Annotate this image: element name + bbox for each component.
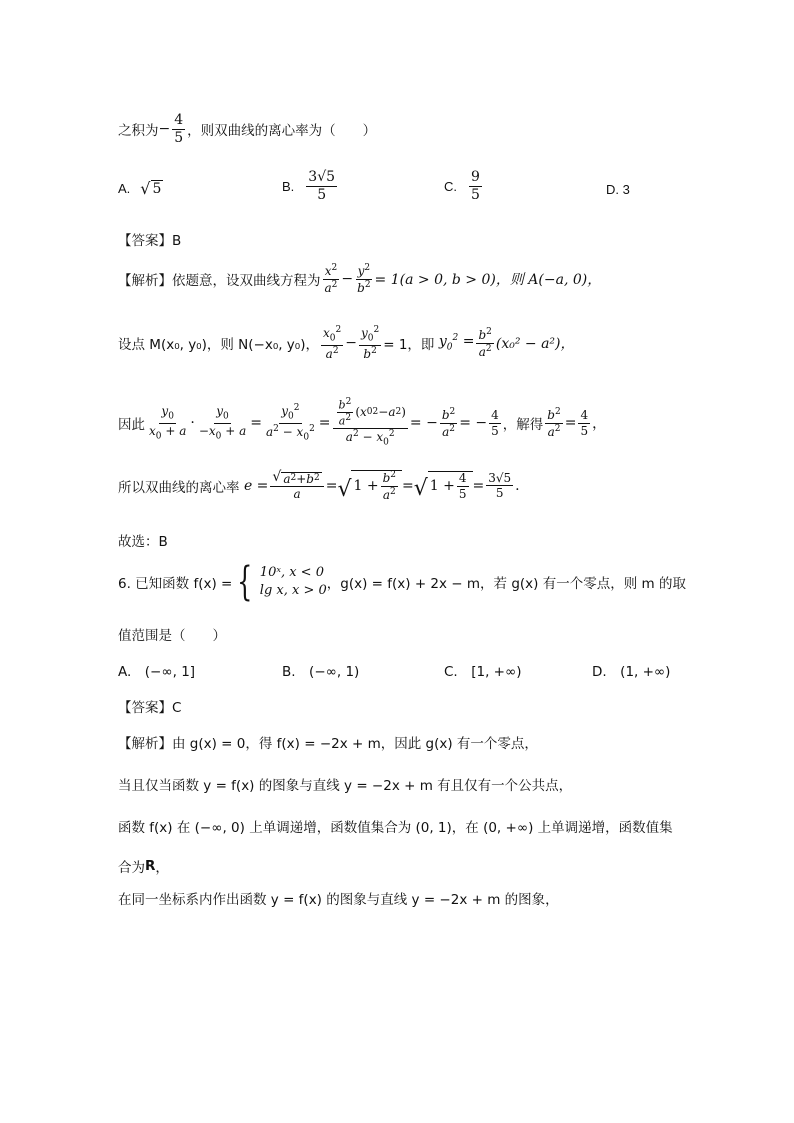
- q5-answer: 【答案】B: [118, 233, 182, 249]
- q5-option-a: A. √ 5: [118, 179, 162, 198]
- q5-option-c: C. 9 5: [444, 169, 480, 203]
- q6-stem: 6. 已知函数 f(x) = { 10ˣ, x < 0 lg x, x > 0 ，g(x) = f(x) + 2x − m，若 g(x) 有一个零点，则 m 的取: [118, 559, 686, 605]
- q6-option-b: B. (−∞, 1): [282, 664, 360, 680]
- q6-analysis-4: 合为 R ，: [118, 858, 169, 876]
- q6-analysis-1: 【解析】由 g(x) = 0，得 f(x) = −2x + m，因此 g(x) 有一个零点，: [118, 736, 538, 752]
- q6-stem-cont: 值范围是（ ）: [118, 628, 226, 644]
- piecewise-cases: 10ˣ, x < 0 lg x, x > 0: [259, 565, 327, 598]
- q5-choose: 故选：B: [118, 534, 168, 550]
- q6-analysis-2: 当且仅当函数 y = f(x) 的图象与直线 y = −2x + m 有且仅有一个公共点，: [118, 778, 573, 794]
- q6-option-d: D. (1, +∞): [592, 664, 671, 680]
- q5-option-b: B. 3√5 5: [282, 169, 336, 203]
- q6-option-a: A. (−∞, 1]: [118, 664, 196, 680]
- q5-analysis-2: 设点 M(x₀, y₀)，则 N(−x₀, y₀)， $x_0^2$ $a^2$ − $\frac{y_0^2}{b^2}$ = 1，即 $y_0^2$ = $\frac{b^2}{a^2}$ (x₀² − a²)，: [118, 325, 575, 361]
- q6-analysis-5: 在同一坐标系内作出函数 y = f(x) 的图象与直线 y = −2x + m 的图象，: [118, 892, 559, 908]
- q6-answer: 【答案】C: [118, 700, 182, 716]
- q5-option-d: D. 3: [606, 182, 630, 197]
- q5-stem: 之积为 − $\frac{4}{5}$ ，则双曲线的离心率为（ ）: [118, 112, 377, 146]
- q5-analysis-3: 因此 $y_0$ $x_0 + a$ · $\frac{y_0}{-x_0 + a}$ = $\frac{y_0^2}{a^2 - x_0^2}$ = $b^2$ $a^2$ ( x 0 2 − a 2 ) $a^2 - x_0^2$ = − $\frac{b^2}{a^2}$ = − $\frac{4}{5}$ ，解得 $\frac{b^2}{a^2}$ = $\frac{4}{5}$ ，: [118, 397, 607, 448]
- q5-analysis-1: 【解析】 依题意，设双曲线方程为 $x^2$ $a^2$ − $\frac{y^2}{b^2}$ = 1(a > 0, b > 0)，则 A(−a, 0)，: [118, 263, 602, 295]
- q5-analysis-4: 所以双曲线的离心率 e = √ a 2 + b 2 a = √ 1 + $b^2$ $a^2$ = √ 1 + 4 5 = $\frac{3√5}{5}$ .: [118, 469, 520, 503]
- q6-option-c: C. [1, +∞): [444, 664, 522, 680]
- q6-analysis-3: 函数 f(x) 在 (−∞, 0) 上单调递增，函数值集合为 (0, 1)，在 (0, +∞) 上单调递增，函数值集: [118, 820, 673, 836]
- fraction-4-5: $\frac{4}{5}$: [174, 112, 184, 146]
